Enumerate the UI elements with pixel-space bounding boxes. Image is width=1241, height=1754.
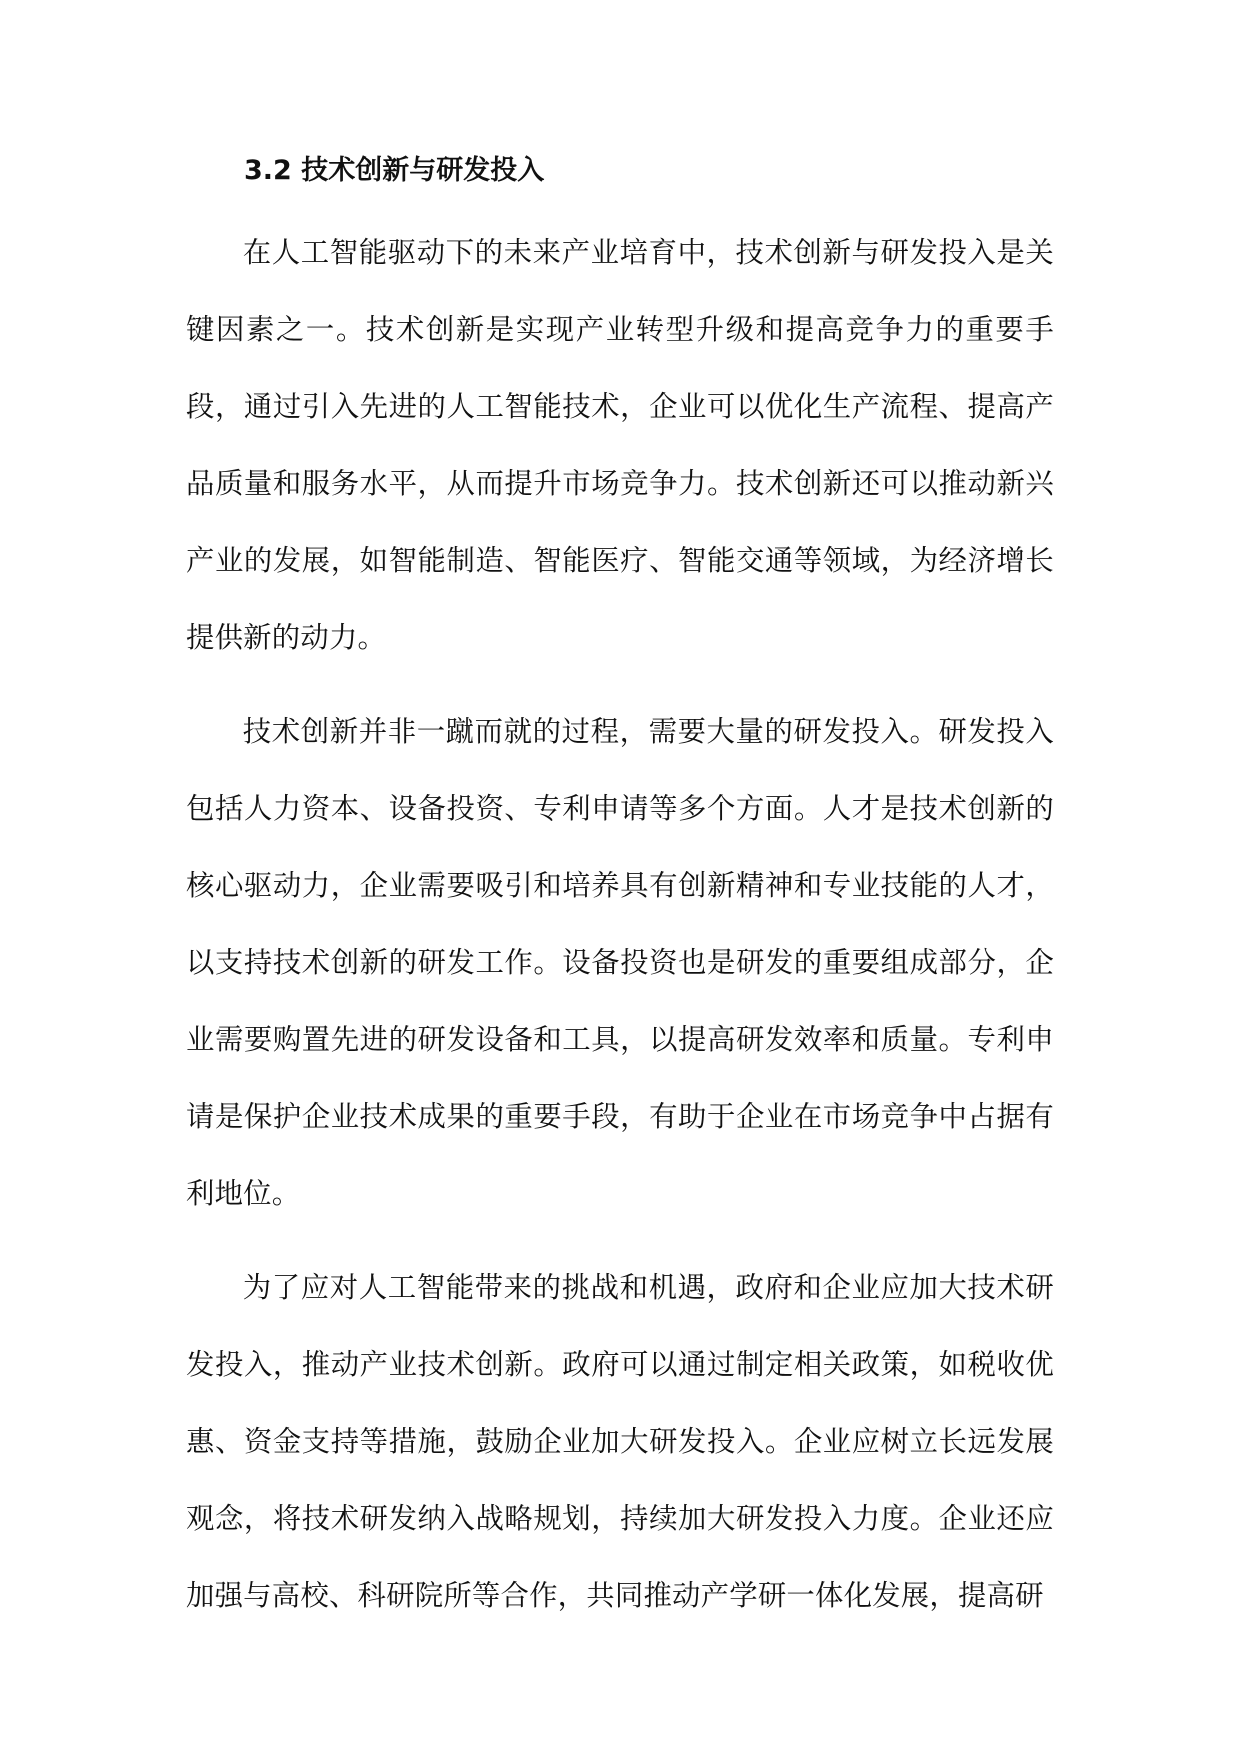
document-body (186, 145, 1054, 1651)
paragraph-policy-response: 为了应对人工智能带来的挑战和机遇，政府和企业应加大技术研发投入，推动产业技术创新。政府可以通过制定相关政策，如税收优惠、资金支持等措施，鼓励企业加大研发投入。企业应树立长远发展观念，将技术研发纳入战略规划，持续加大研发投入力度。企业还应加强与高校、科研院所等合作，共同推动产学研一体化发展，提高研 (186, 1271, 1054, 1612)
paragraph-rd-investment: 技术创新并非一蹴而就的过程，需要大量的研发投入。研发投入包括人力资本、设备投资、专利申请等多个方面。人才是技术创新的核心驱动力，企业需要吸引和培养具有创新精神和专业技能的人才，以支持技术创新的研发工作。设备投资也是研发的重要组成部分，企业需要购置先进的研发设备和工具，以提高研发效率和质量。专利申请是保护企业技术成果的重要手段，有助于企业在市场竞争中占据有利地位。 (186, 715, 1054, 1210)
section-heading: 3.2 技术创新与研发投入 (244, 155, 545, 186)
paragraph-tech-innovation: 在人工智能驱动下的未来产业培育中，技术创新与研发投入是关键因素之一。技术创新是实现产业转型升级和提高竞争力的重要手段，通过引入先进的人工智能技术，企业可以优化生产流程、提高产品质量和服务水平，从而提升市场竞争力。技术创新还可以推动新兴产业的发展，如智能制造、智能医疗、智能交通等领域，为经济增长提供新的动力。 (186, 236, 1054, 654)
